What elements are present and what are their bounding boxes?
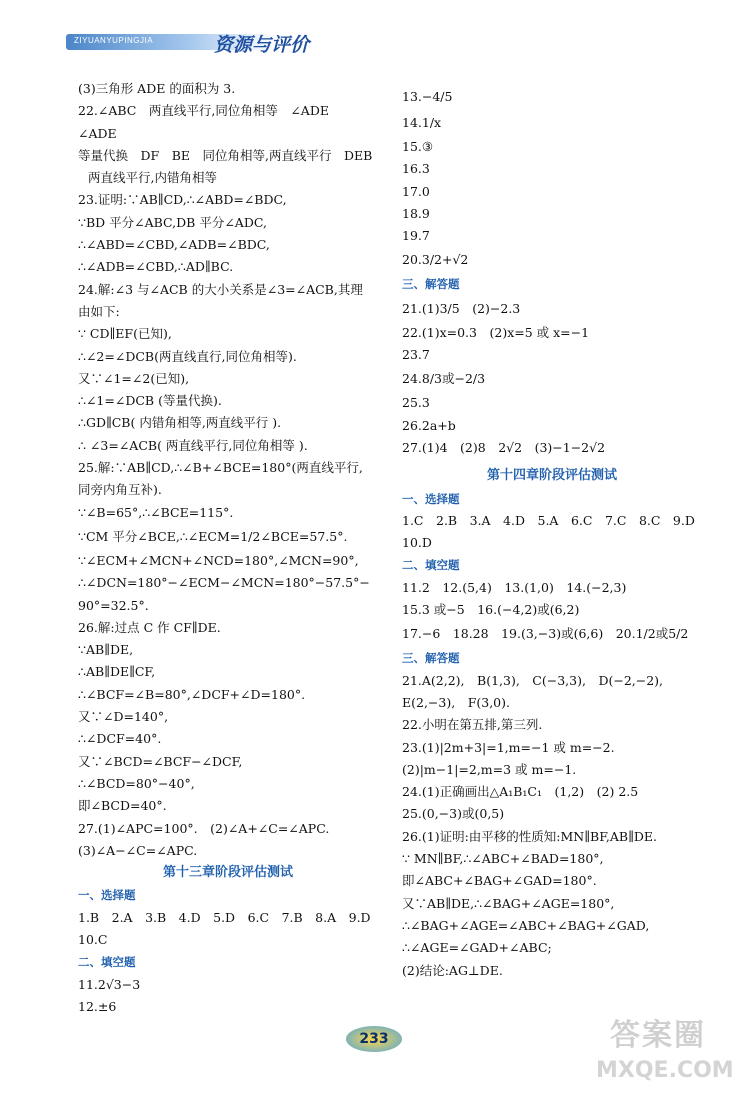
answer-line: 90°=32.5°. [78,597,149,613]
answer-line: ∴∠ADB=∠CBD,∴AD∥BC. [78,259,234,275]
answer-line: 13.−4/5 [402,89,453,104]
answer-line: 14.1/x [402,115,442,130]
answer-line: 21.A(2,2), B(1,3), C(−3,3), D(−2,−2), [402,672,664,688]
answer-line: ∴∠ABD=∠CBD,∠ADB=∠BDC, [78,237,270,253]
answer-line: 由如下: [78,303,120,319]
left-column [78,78,378,1018]
answer-line: 26.(1)证明:由平移的性质知:MN∥BF,AB∥DE. [402,828,658,844]
answer-line: 27.(1)∠APC=100°. (2)∠A+∠C=∠APC. [78,820,330,836]
answer-line: (2)结论:AG⊥DE. [402,962,503,978]
answer-line: 1.B 2.A 3.B 4.D 5.D 6.C 7.B 8.A 9.D [78,909,371,925]
answer-line: ∵∠B=65°,∴∠BCE=115°. [78,504,234,520]
section-heading: 三、解答题 [402,651,460,666]
answer-line: 24.8/3或−2/3 [402,371,486,387]
answer-line: 10.C [78,931,108,947]
watermark-text: 答案圈 [610,1018,706,1053]
answer-line: 25.3 [402,395,430,411]
answer-line: 1.C 2.B 3.A 4.D 5.A 6.C 7.C 8.C 9.D [402,512,695,528]
answer-line: 22.小明在第五排,第三列. [402,717,543,733]
answer-line: ∵ MN∥BF,∴∠ABC+∠BAD=180°, [402,851,604,867]
chapter-13-title: 第十三章阶段评估测试 [162,865,293,881]
section-heading: 一、选择题 [402,491,460,506]
answer-line: 又∵∠D=140°, [78,709,169,725]
answer-line: 11.2 12.(5,4) 13.(1,0) 14.(−2,3) [402,579,627,595]
answer-line: ∴∠AGE=∠GAD+∠ABC; [402,940,552,956]
answer-line: ∴∠DCN=180°−∠ECM−∠MCN=180°−57.5°− [78,575,370,591]
answer-line: ∴∠2=∠DCB(两直线直行,同位角相等). [78,348,297,364]
answer-line: 又∵∠1=∠2(已知), [78,370,190,386]
section-heading: 二、填空题 [78,955,136,970]
answer-line: 15.③ [402,139,434,154]
answer-line: 17.−6 18.28 19.(3,−3)或(6,6) 20.1/2或5/2 [402,626,689,642]
answer-line: ∴GD∥CB( 内错角相等,两直线平行 ). [78,415,282,431]
answer-line: 25.(0,−3)或(0,5) [402,806,505,822]
answer-line: 10.D [402,535,432,551]
answer-line: 23.(1)|2m+3|=1,m=−1 或 m=−2. [402,739,615,755]
answer-line: ∵AB∥DE, [78,642,134,658]
answer-line: ∴∠DCF=40°. [78,731,162,747]
header-title: 资源与评价 [214,34,310,56]
answer-line: 23.证明:∵AB∥CD,∴∠ABD=∠BDC, [78,192,287,208]
answer-line: 27.(1)4 (2)8 2√2 (3)−1−2√2 [402,439,606,455]
answer-line: 19.7 [402,228,430,244]
answer-line: ∴∠1=∠DCB (等量代换). [78,393,222,409]
answer-line: ∵ CD∥EF(已知), [78,326,172,342]
answer-line: 15.3 或−5 16.(−4,2)或(6,2) [402,602,580,618]
chapter-14-title: 第十四章阶段评估测试 [486,468,617,484]
answer-line: 25.解:∵AB∥CD,∴∠B+∠BCE=180°(两直线平行, [78,460,363,476]
answer-line: 24.解:∠3 与∠ACB 的大小关系是∠3=∠ACB,其理 [78,281,363,297]
header-subtitle: ZIYUANYUPINGJIA [74,36,154,45]
answer-line: ∴∠BAG+∠AGE=∠ABC+∠BAG+∠GAD, [402,917,650,933]
page-number: 233 [346,1026,402,1052]
answer-line: 22.(1)x=0.3 (2)x=5 或 x=−1 [402,324,590,340]
answer-line: 12.±6 [78,998,117,1014]
answer-line: 又∵∠BCD=∠BCF−∠DCF, [78,753,243,769]
answer-line: ∵BD 平分∠ABC,DB 平分∠ADC, [78,214,267,230]
answer-line: (2)|m−1|=2,m=3 或 m=−1. [402,761,577,777]
answer-line: 22.∠ABC 两直线平行,同位角相等 ∠ADE [78,103,329,119]
section-heading: 一、选择题 [78,888,136,903]
answer-line: (3)三角形 ADE 的面积为 3. [78,81,236,96]
answer-line: 17.0 [402,183,430,199]
answer-line: ∴∠BCD=80°−40°, [78,775,195,791]
answer-line: 同旁内角互补). [78,482,162,498]
watermark-url: MXQE.COM [596,1058,734,1083]
answer-line: ∴AB∥DE∥CF, [78,664,156,680]
section-heading: 三、解答题 [402,277,460,292]
answer-line: ∵∠ECM+∠MCN+∠NCD=180°,∠MCN=90°, [78,552,359,568]
answer-line: 11.2√3−3 [78,976,141,992]
answer-line: 18.9 [402,205,430,221]
answer-line: 又∵AB∥DE,∴∠BAG+∠AGE=180°, [402,895,615,911]
answer-line: 23.7 [402,347,430,363]
answer-line: ∠ADE [78,125,117,141]
answer-line: ∵CM 平分∠BCE,∴∠ECM=1/2∠BCE=57.5°. [78,528,348,544]
right-column [402,84,702,982]
watermark [596,1010,746,1098]
answer-line: 即∠BCD=40°. [78,798,167,814]
answer-line: ∴∠BCF=∠B=80°,∠DCF+∠D=180°. [78,686,306,702]
answer-line: 等量代换 DF BE 同位角相等,两直线平行 DEB [78,147,373,163]
answer-line: 16.3 [402,161,430,177]
answer-line: 26.解:过点 C 作 CF∥DE. [78,619,221,635]
answer-line: 24.(1)正确画出△A₁B₁C₁ (1,2) (2) 2.5 [402,784,639,800]
answer-line: (3)∠A−∠C=∠APC. [78,842,198,858]
page-header [66,30,356,56]
section-heading: 二、填空题 [402,558,460,573]
answer-line: ∴ ∠3=∠ACB( 两直线平行,同位角相等 ). [78,437,308,453]
answer-line: 21.(1)3/5 (2)−2.3 [402,300,521,316]
answer-line: 两直线平行,内错角相等 [88,170,217,186]
answer-line: 即∠ABC+∠BAG+∠GAD=180°. [402,873,597,889]
answer-line: 20.3/2+√2 [402,252,469,268]
answer-line: 26.2a+b [402,417,456,433]
answer-line: E(2,−3), F(3,0). [402,694,510,710]
